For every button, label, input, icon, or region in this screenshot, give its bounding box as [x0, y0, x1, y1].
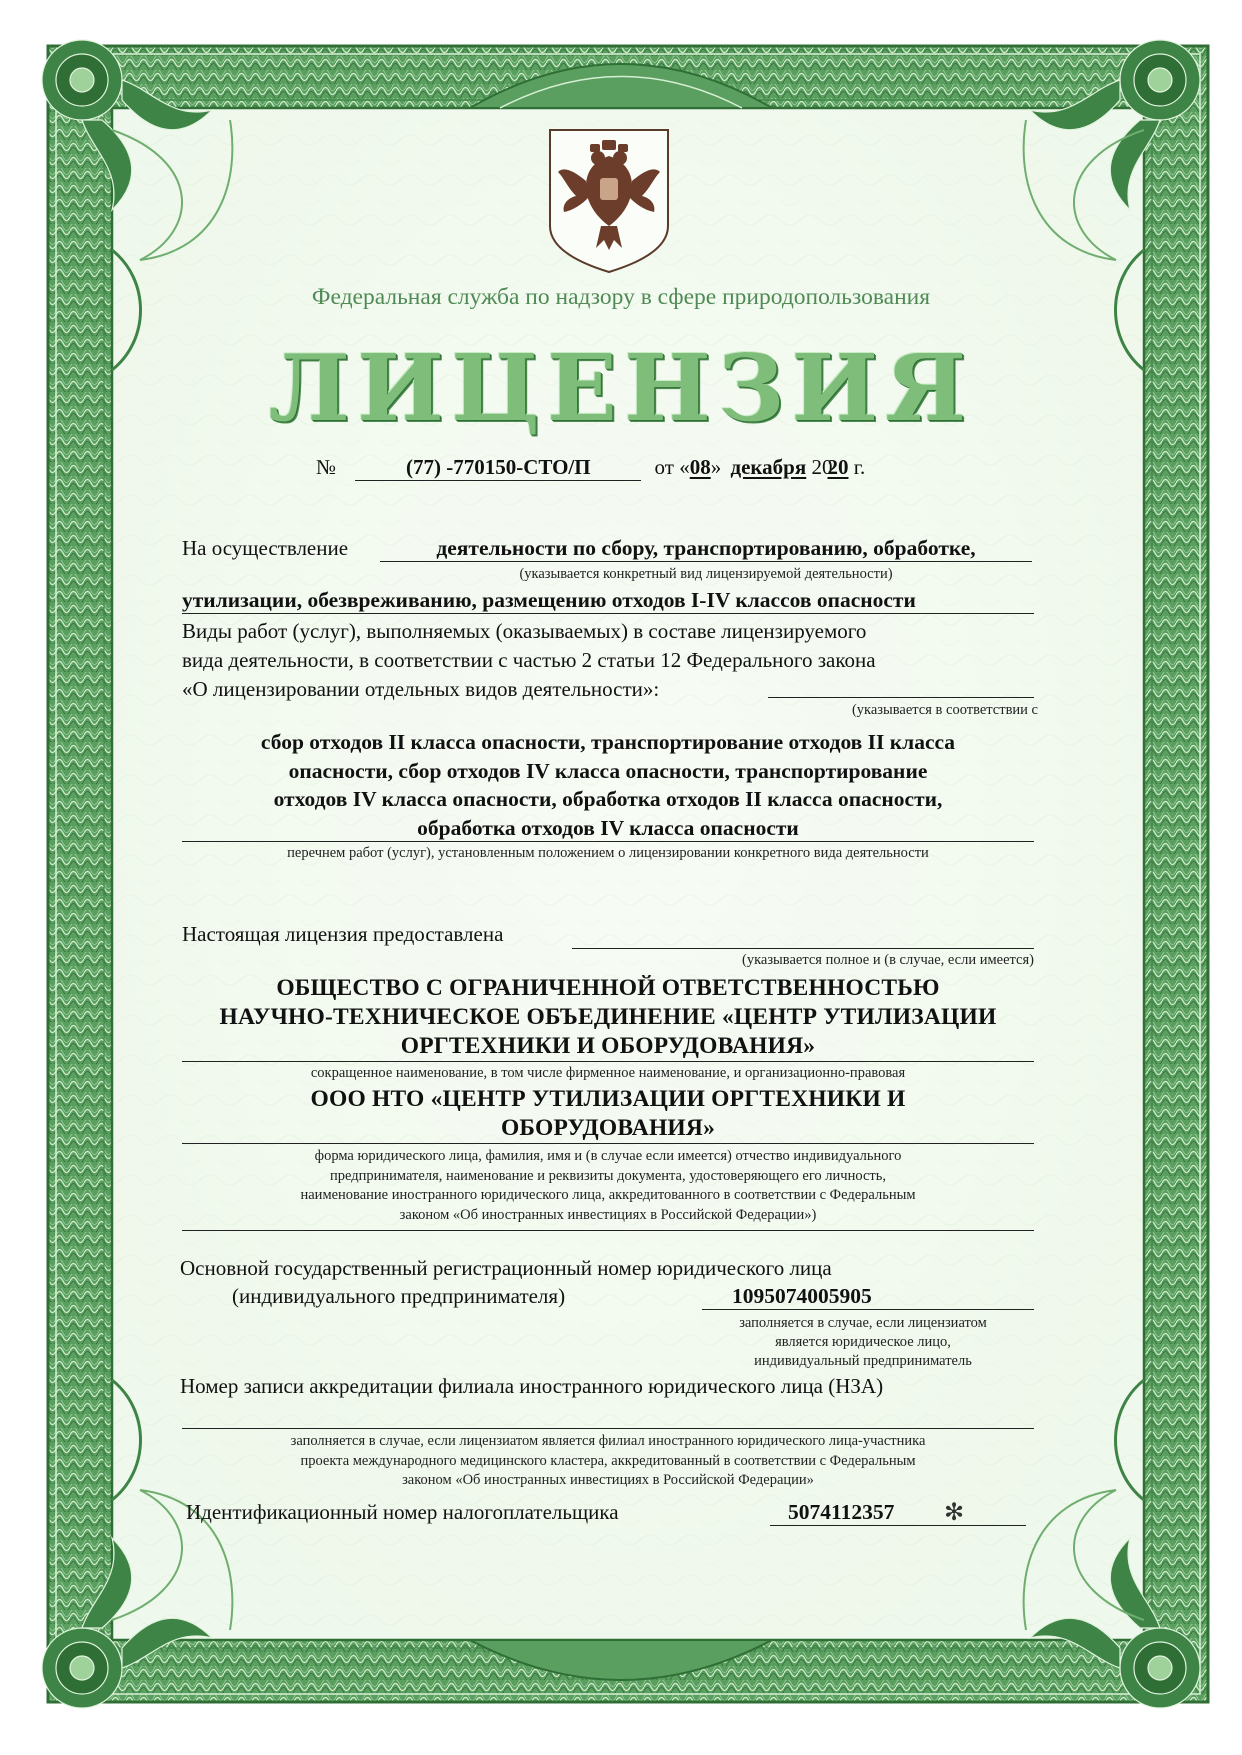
- date-from-label: от «: [654, 455, 690, 479]
- date-day-close: »: [710, 455, 722, 479]
- works-intro-underline: [768, 697, 1034, 698]
- licensee-short-name: [182, 1085, 1034, 1143]
- short-name-line-2: ОБОРУДОВАНИЯ»: [500, 1115, 716, 1141]
- nza-hint-line-1: заполняется в случае, если лицензиатом является филиал иностранного юридического лица-участника: [290, 1433, 926, 1449]
- issuing-authority: Федеральная служба по надзору в сфере природопользования: [311, 284, 931, 310]
- licensee-full-name: [182, 974, 1034, 1061]
- full-name-line-2: НАУЧНО-ТЕХНИЧЕСКОЕ ОБЪЕДИНЕНИЕ «ЦЕНТР УТИЛИЗАЦИИ: [219, 1004, 997, 1030]
- inn-value: 5074112357: [770, 1500, 1026, 1526]
- nza-hint-line-2: проекта международного медицинского кластера, аккредитованный в соответствии с Федеральным: [300, 1452, 916, 1469]
- licensee-underline: [572, 948, 1034, 949]
- licensee-hint-underline: [182, 1230, 1034, 1231]
- date-year-suffix: 20: [827, 455, 849, 479]
- works-intro: [182, 617, 1042, 704]
- ogrn-hint-line-1: заполняется в случае, если лицензиатом: [739, 1315, 987, 1331]
- works-line-2: опасности, сбор отходов IV класса опасности, транспортирование: [288, 758, 928, 783]
- russian-coat-of-arms-icon: [546, 126, 672, 276]
- nza-underline: [182, 1428, 1034, 1429]
- works-underline: [182, 841, 1034, 842]
- works-list: [182, 728, 1034, 842]
- date-month: декабря: [730, 455, 807, 479]
- works-hint-2: перечнем работ (услуг), установленным положением о лицензировании конкретного вида деятельности: [287, 845, 929, 861]
- full-name-line-1: ОБЩЕСТВО С ОГРАНИЧЕННОЙ ОТВЕТСТВЕННОСТЬЮ: [276, 975, 940, 1001]
- nza-hint: [182, 1432, 1034, 1491]
- activity-line-1: деятельности по сбору, транспортированию, обработке,: [380, 536, 1032, 562]
- licensee-hint-3-line-1: форма юридического лица, фамилия, имя и (в случае если имеется) отчество индивидуального: [314, 1148, 902, 1164]
- works-hint-1: (указывается в соответствии с: [851, 702, 1038, 718]
- licensee-label: Настоящая лицензия предоставлена: [182, 922, 504, 946]
- ogrn-hint: [690, 1314, 1036, 1371]
- date-year-prefix: 20: [811, 455, 833, 479]
- inn-label: Идентификационный номер налогоплательщика: [186, 1500, 619, 1524]
- works-intro-line-3: «О лицензировании отдельных видов деятельности»:: [182, 677, 660, 701]
- activity-hint-1: (указывается конкретный вид лицензируемой деятельности): [519, 566, 893, 582]
- activity-line-2: утилизации, обезвреживанию, размещению отходов I-IV классов опасности: [182, 588, 1034, 614]
- licensee-hint-3-line-3: наименование иностранного юридического лица, аккредитованного в соответствии с Федеральным: [300, 1187, 916, 1203]
- ogrn-value: 1095074005905: [702, 1284, 1034, 1310]
- number-label: №: [316, 455, 337, 479]
- licensee-hint-2: сокращенное наименование, в том числе фирменное наименование, и организационно-правовая: [310, 1065, 906, 1081]
- full-name-underline: [182, 1061, 1034, 1062]
- short-name-underline: [182, 1143, 1034, 1144]
- nza-hint-line-3: законом «Об иностранных инвестициях в Российской Федерации»: [402, 1472, 814, 1488]
- ogrn-label-2: (индивидуального предпринимателя): [232, 1284, 566, 1308]
- ogrn-hint-line-3: индивидуальный предприниматель: [754, 1353, 972, 1369]
- works-intro-line-2: вида деятельности, в соответствии с частью 2 статьи 12 Федерального закона: [182, 648, 876, 672]
- licensee-hint-1: (указывается полное и (в случае, если имеется): [741, 952, 1034, 968]
- date-day: 08: [689, 455, 711, 479]
- activity-label: На осуществление: [182, 536, 349, 560]
- document-title: ЛИЦЕНЗИЯ: [268, 334, 974, 442]
- nza-label: Номер записи аккредитации филиала иностранного юридического лица (НЗА): [180, 1374, 884, 1398]
- license-number: (77) -770150-СТО/П: [355, 455, 641, 481]
- short-name-line-1: ООО НТО «ЦЕНТР УТИЛИЗАЦИИ ОРГТЕХНИКИ И: [310, 1086, 906, 1112]
- asterisk-mark: ✻: [944, 1500, 965, 1526]
- licensee-hint-3-line-2: предпринимателя, наименование и реквизиты документа, удостоверяющего его личность,: [330, 1167, 886, 1184]
- works-line-1: сбор отходов II класса опасности, транспортирование отходов II класса: [260, 730, 956, 754]
- works-line-3: отходов IV класса опасности, обработка отходов II класса опасности,: [273, 787, 943, 811]
- ogrn-hint-line-2: является юридическое лицо,: [775, 1334, 951, 1350]
- works-line-4: обработка отходов IV класса опасности: [417, 815, 799, 840]
- licensee-hint-3-line-4: законом «Об иностранных инвестициях в Российской Федерации»): [399, 1206, 817, 1223]
- license-number-line: [316, 455, 956, 481]
- licensee-hint-3: [182, 1147, 1034, 1225]
- date-year-end: г.: [853, 455, 866, 479]
- ogrn-label-1: Основной государственный регистрационный номер юридического лица: [180, 1256, 832, 1280]
- full-name-line-3: ОРГТЕХНИКИ И ОБОРУДОВАНИЯ»: [400, 1033, 816, 1059]
- works-intro-line-1: Виды работ (услуг), выполняемых (оказываемых) в составе лицензируемого: [182, 619, 867, 643]
